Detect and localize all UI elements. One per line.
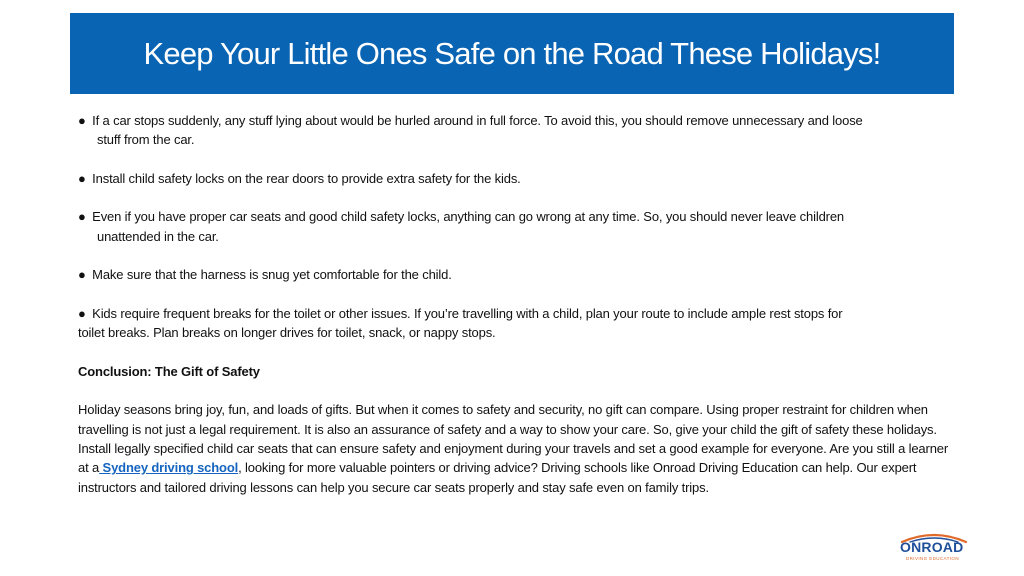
conclusion-paragraph	[78, 400, 953, 496]
bullet-text: Kids require frequent breaks for the toilet or other issues. If you’re travelling with a child, plan your route to include ample rest stops for	[92, 305, 843, 321]
bullet-text-continued: unattended in the car.	[97, 228, 219, 244]
bullet-item-never-leave-children	[78, 207, 953, 246]
bullet-text: Even if you have proper car seats and good child safety locks, anything can go wrong at any time. So, you should never leave children	[92, 209, 845, 225]
bullet-item-remove-loose-items	[78, 111, 953, 150]
onroad-logo	[894, 530, 974, 566]
bullet-item-harness	[78, 265, 953, 284]
bullet-text: If a car stops suddenly, any stuff lying about would be hurled around in full force. To avoid this, you should remove unnecessary and loose	[92, 113, 863, 128]
bullet-dot-icon: ●	[78, 305, 86, 321]
logo-tagline: DRIVING EDUCATION	[906, 556, 959, 561]
conclusion-text-after-link: , looking for more valuable pointers or driving advice? Driving schools like Onroad Driving Education can help. Our expert instructors and tailored driving lessons can help you secure car seats properly and stay safe even on family trips.	[78, 460, 917, 495]
logo-wordmark: ONROAD	[900, 539, 964, 555]
title-banner	[70, 13, 954, 94]
bullet-item-frequent-breaks	[78, 304, 953, 343]
bullet-item-child-locks	[78, 169, 953, 188]
bullet-dot-icon: ●	[78, 209, 86, 225]
bullet-dot-icon: ●	[78, 267, 86, 283]
conclusion-text-before-link: Holiday seasons bring joy, fun, and loads of gifts. But when it comes to safety and security, no gift can compare. Using proper restraint for children when travelling is not just a legal requirement. It is also an assurance of safety and a way to show your care. So, give your child the gift of safety these holidays. Install legally specified child car seats that can ensure safety and enjoyment during your travels and set a good example for everyone. Are you still a learner at a	[78, 402, 949, 476]
slide-content	[78, 111, 953, 497]
bullet-dot-icon: ●	[78, 170, 86, 186]
conclusion-heading: Conclusion: The Gift of Safety	[78, 363, 260, 379]
bullet-text: Install child safety locks on the rear doors to provide extra safety for the kids.	[92, 170, 521, 186]
bullet-text-continued: toilet breaks. Plan breaks on longer drives for toilet, snack, or nappy stops.	[78, 325, 496, 341]
page-title: Keep Your Little Ones Safe on the Road These Holidays!	[143, 35, 881, 71]
bullet-text: Make sure that the harness is snug yet comfortable for the child.	[92, 267, 452, 283]
sydney-driving-school-link[interactable]: Sydney driving school	[99, 460, 239, 476]
bullet-dot-icon: ●	[78, 113, 86, 128]
bullet-text-continued: stuff from the car.	[97, 132, 195, 148]
